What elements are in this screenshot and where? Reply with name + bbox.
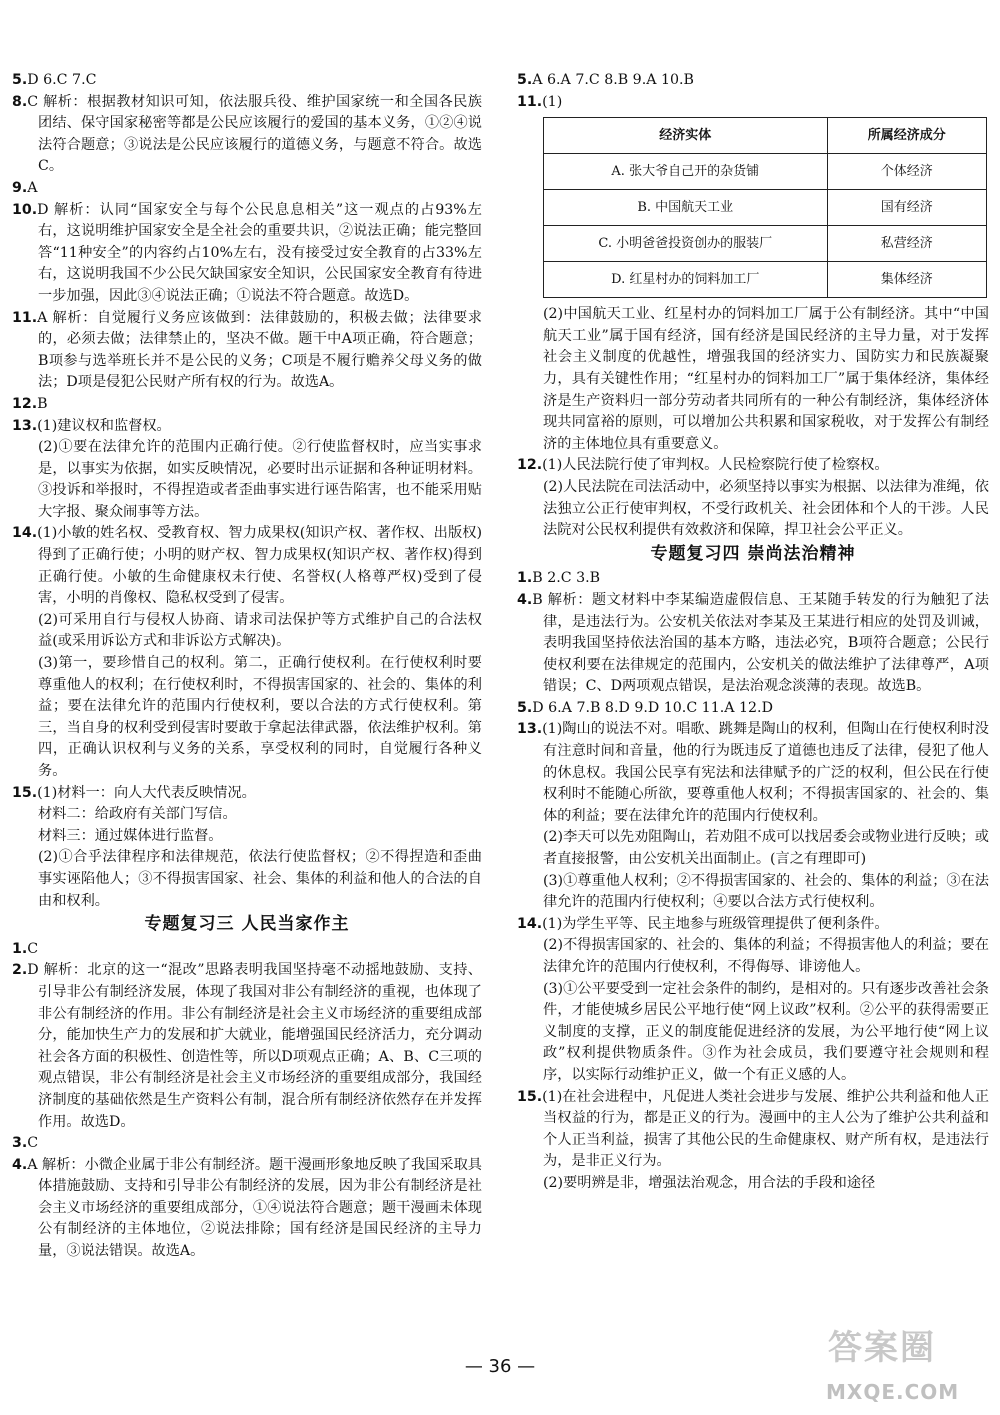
question-number: 15. — [12, 784, 38, 801]
answer-item — [517, 1087, 989, 1173]
answer-text: D 解析：认同“国家安全与每个公民息息相关”这一观点的占93%左右，这说明维护国家安全是全社会的重要共识，②说法正确；能完整回答“11种安全”的内容约占10%左右，没有接受过安全教育的占33%左右，这说明我国不少公民欠缺国家安全知识，公民国家安全教育有待进一步加强，因此③④说法正确；①说法不符合题意。故选D。 — [37, 201, 482, 304]
watermark-bottom-text: MXQE.COM — [826, 1380, 960, 1404]
question-number: 14. — [12, 525, 38, 542]
question-number: 15. — [517, 1088, 543, 1105]
answer-text: 材料三：通过媒体进行监督。 — [38, 827, 223, 844]
answer-subparagraph — [12, 610, 482, 653]
question-number: 13. — [12, 417, 38, 434]
answer-item — [12, 783, 482, 805]
answer-text: (2)中国航天工业、红星村办的饲料加工厂属于公有制经济。其中“中国航天工业”属于国有经济，国有经济是国民经济的主导力量，对于发挥社会主义制度的优越性，增强我国的经济实力、国防实力和民族凝聚力，具有关键性作用；“红星村办的饲料加工厂”属于集体经济，集体经济是生产资料归一部分劳动者共同所有的一种公有制经济，集体经济体现共同富裕的原则，可以增加公共积累和国家税收，对于发挥公有制经济的主体地位具有重要意义。 — [543, 306, 989, 452]
answer-text: (3)第一，要珍惜自己的权利。第二，正确行使权利。在行使权利时要尊重他人的权利；在行使权利时，不得损害国家的、社会的、集体的利益；要在法律允许的范围内行使权利，要以合法的方式行使权利。第三，当自身的权利受到侵害时要敢于拿起法律武器，依法维护权利。第四，正确认识权利与义务的关系，享受权利的同时，自觉履行各种义务。 — [38, 655, 482, 779]
answer-item — [517, 698, 989, 720]
question-number: 5. — [517, 72, 533, 88]
watermark-logo — [820, 1328, 992, 1408]
question-number: 1. — [517, 570, 533, 587]
answer-text: (1)材料一：向人大代表反映情况。 — [37, 784, 256, 801]
economy-type-table — [543, 117, 987, 298]
answer-item — [12, 178, 482, 200]
answer-text: (1)建议权和监督权。 — [37, 417, 171, 434]
answer-text: (2)不得损害国家的、社会的、集体的利益；不得损害他人的利益；要在法律允许的范围内行使权利，不得侮辱、诽谤他人。 — [543, 937, 989, 975]
answer-item — [12, 1155, 482, 1263]
answer-text: A 解析：小微企业属于非公有制经济。题干漫画形象地反映了我国采取具体措施鼓励、支持和引导非公有制经济的发展，因为非公有制经济是社会主义市场经济的重要组成部分，①④说法符合题意；题干漫画未体现公有制经济的主体地位，②说法排除；国有经济是国民经济的主导力量，③说法错误。故选A。 — [27, 1156, 482, 1260]
answer-text: (2)可采用自行与侵权人协商、请求司法保护等方式维护自己的合法权益(或采用诉讼方式和非诉讼方式解决)。 — [38, 611, 482, 650]
table-cell: C. 小明爸爸投资创办的服装厂 — [544, 226, 828, 262]
right-column — [517, 70, 989, 1195]
answer-text: (2)人民法院在司法活动中，必须坚持以事实为根据、以法律为准绳，依法独立公正行使审判权，不受行政机关、社会团体和个人的干涉。人民法院对公民权利提供有效救济和保障，捍卫社会公平正义。 — [543, 478, 989, 539]
question-number: 9. — [12, 179, 28, 196]
table-cell: 个体经济 — [827, 154, 986, 190]
page-number: — 36 — — [464, 1356, 536, 1377]
table-cell: D. 红星村办的饲料加工厂 — [544, 262, 828, 298]
answer-text: B 2.C 3.B — [532, 570, 601, 587]
question-number: 11. — [517, 93, 543, 110]
answer-text: (1)在社会进程中，凡促进人类社会进步与发展、维护公共利益和他人正当权益的行为，都是正义的行为。漫画中的主人公为了维护公共利益和个人正当利益，损害了其他公民的生命健康权、财产所有权，是违法行为，是非正义行为。 — [542, 1088, 989, 1170]
section-heading: 专题复习三 人民当家作主 — [144, 914, 350, 935]
question-number: 5. — [517, 699, 533, 716]
answer-text: (1)为学生平等、民主地参与班级管理提供了便利条件。 — [542, 915, 889, 932]
answer-text: C 解析：根据教材知识可知，依法服兵役、维护国家统一和全国各民族团结、保守国家秘密等都是公民应该履行的爱国的基本义务，①②④说法符合题意；③说法是公民应该履行的道德义务，与题意不符合。故选C。 — [27, 93, 482, 175]
answer-item — [517, 455, 989, 477]
answer-subparagraph — [12, 804, 482, 826]
answer-item — [12, 92, 482, 178]
question-number: 12. — [517, 457, 543, 474]
answer-item — [12, 70, 482, 92]
question-number: 5. — [12, 72, 28, 88]
answer-subparagraph — [12, 847, 482, 912]
answer-text: A — [27, 179, 38, 196]
table-header-row — [544, 118, 987, 154]
question-number: 1. — [12, 940, 28, 957]
answer-text: A 6.A 7.C 8.B 9.A 10.B — [532, 72, 694, 88]
answer-item — [12, 200, 482, 308]
answer-item — [12, 416, 482, 438]
question-number: 11. — [12, 309, 38, 326]
table-cell: A. 张大爷自己开的杂货铺 — [544, 154, 828, 190]
answer-text: (1) — [542, 93, 563, 110]
answer-text: (3)①尊重他人权利；②不得损害国家的、社会的、集体的利益；③在法律允许的范围内行使权利；④要以合法方式行使权利。 — [543, 872, 989, 911]
question-number: 4. — [517, 591, 533, 608]
question-number: 2. — [12, 962, 28, 979]
answer-item — [12, 939, 482, 961]
answer-item — [517, 92, 989, 114]
table-row — [544, 190, 987, 226]
answer-subparagraph — [517, 477, 989, 542]
answer-item — [517, 719, 989, 827]
answer-item — [12, 394, 482, 416]
answer-subparagraph — [12, 437, 482, 523]
answer-text: B — [37, 395, 48, 412]
answer-subparagraph — [517, 304, 989, 455]
answer-text: D 6.C 7.C — [27, 72, 97, 88]
left-column — [12, 70, 482, 1263]
answer-item — [517, 914, 989, 936]
answer-subparagraph — [517, 935, 989, 978]
answer-text: 材料二：给政府有关部门写信。 — [38, 806, 237, 823]
answer-text: C — [27, 1135, 39, 1152]
question-number: 8. — [12, 93, 28, 110]
answer-text: A 解析：自觉履行义务应该做到：法律鼓励的，积极去做；法律要求的，必须去做；法律禁止的，坚决不做。题干中A项正确，符合题意；B项参与选举班长并不是公民的义务；C项是不履行赡养父母义务的做法；D项是侵犯公民财产所有权的行为。故选A。 — [37, 309, 482, 391]
question-number: 14. — [517, 915, 543, 932]
answer-item — [12, 1133, 482, 1155]
answer-text: (3)①公平要受到一定社会条件的制约，是相对的。只有逐步改善社会条件，才能使城乡居民公平地行使“网上议政”权利。②公平的获得需要正义制度的支撑，正义的制度能促进经济的发展，为公平地行使“网上议政”权利提供物质条件。③作为社会成员，我们要遵守社会规则和程序，以实际行动维护正义，做一个有正义感的人。 — [543, 980, 989, 1083]
answer-item — [12, 960, 482, 1133]
answer-subparagraph — [12, 826, 482, 848]
answer-subparagraph — [517, 871, 989, 914]
table-cell: 集体经济 — [827, 262, 986, 298]
answer-subparagraph — [517, 827, 989, 870]
answer-text: (2)①合乎法律程序和法律规范，依法行使监督权；②不得捏造和歪曲事实诬陷他人；③不得损害国家、社会、集体的利益和他人的合法的自由和权利。 — [38, 849, 482, 909]
answer-subparagraph — [517, 1173, 989, 1195]
answer-item — [12, 308, 482, 394]
answer-text: D 解析：北京的这一“混改”思路表明我国坚持毫不动摇地鼓励、支持、引导非公有制经济发展，体现了我国对非公有制经济的重视，也体现了非公有制经济的作用。非公有制经济是社会主义市场经济的重要组成部分，能加快生产力的发展和扩大就业，能增强国民经济活力，充分调动社会各方面的积极性、创造性等，所以D项观点正确；A、B、C三项的观点错误，非公有制经济是社会主义市场经济的重要组成部分，我国经济制度的基础依然是生产资料公有制，混合所有制经济依然存在并发挥作用。故选D。 — [27, 962, 482, 1130]
question-number: 4. — [12, 1156, 28, 1173]
watermark-top-text: 答案圈 — [828, 1328, 936, 1368]
answer-text: (1)小敏的姓名权、受教育权、智力成果权(知识产权、著作权、出版权)得到了正确行使；小明的财产权、智力成果权(知识产权、著作权)得到正确行使。小敏的生命健康权未行使、名誉权(人格尊严权)受到了侵害，小明的肖像权、隐私权受到了侵害。 — [37, 525, 482, 607]
answer-item — [12, 523, 482, 609]
answer-item — [517, 568, 989, 590]
table-cell: 国有经济 — [827, 190, 986, 226]
answer-text: (1)人民法院行使了审判权。人民检察院行使了检察权。 — [542, 457, 889, 474]
answer-text: C — [27, 940, 39, 957]
question-number: 3. — [12, 1135, 28, 1152]
table-row — [544, 262, 987, 298]
question-number: 12. — [12, 395, 38, 412]
section-heading: 专题复习四 崇尚法治精神 — [650, 543, 856, 564]
answer-text: B 解析：题文材料中李某编造虚假信息、王某随手转发的行为触犯了法律，是违法行为。公安机关依法对李某及王某进行相应的处罚及训诫，表明我国坚持依法治国的基本方略，违法必究，B项符合题意；公民行使权利要在法律规定的范围内，公安机关的做法维护了法律尊严，A项错误；C、D两项观点错误，是法治观念淡薄的表现。故选B。 — [532, 591, 989, 695]
table-cell: B. 中国航天工业 — [544, 190, 828, 226]
answer-text: (2)要明辨是非，增强法治观念，用合法的手段和途径 — [543, 1174, 876, 1191]
answer-text: (1)陶山的说法不对。唱歌、跳舞是陶山的权利，但陶山在行使权利时没有注意时间和音量，他的行为既违反了道德也违反了法律，侵犯了他人的休息权。我国公民享有宪法和法律赋予的广泛的权利，但公民在行使权利时不能随心所欲，要尊重他人权利；不得损害国家的、社会的、集体的利益；要在法律允许的范围内行使权利。 — [542, 721, 989, 824]
table-row — [544, 154, 987, 190]
answer-text: D 6.A 7.B 8.D 9.D 10.C 11.A 12.D — [532, 699, 773, 716]
answer-text: (2)①要在法律允许的范围内正确行使。②行使监督权时，应当实事求是，以事实为依据，如实反映情况，必要时出示证据和各种证明材料。③投诉和举报时，不得捏造或者歪曲事实进行诬告陷害，也不能采用贴大字报、聚众闹事等方法。 — [38, 439, 482, 520]
question-number: 10. — [12, 201, 38, 218]
answer-item — [517, 590, 989, 698]
question-number: 13. — [517, 721, 543, 738]
table-header-cell: 经济实体 — [544, 118, 828, 154]
table-header-cell: 所属经济成分 — [827, 118, 986, 154]
answer-subparagraph — [517, 979, 989, 1087]
table-row — [544, 226, 987, 262]
answer-item — [517, 70, 989, 92]
table-cell: 私营经济 — [827, 226, 986, 262]
answer-text: (2)李天可以先劝阻陶山，若劝阻不成可以找居委会或物业进行反映；或者直接报警，由公安机关出面制止。(言之有理即可) — [543, 829, 989, 868]
answer-subparagraph — [12, 653, 482, 783]
